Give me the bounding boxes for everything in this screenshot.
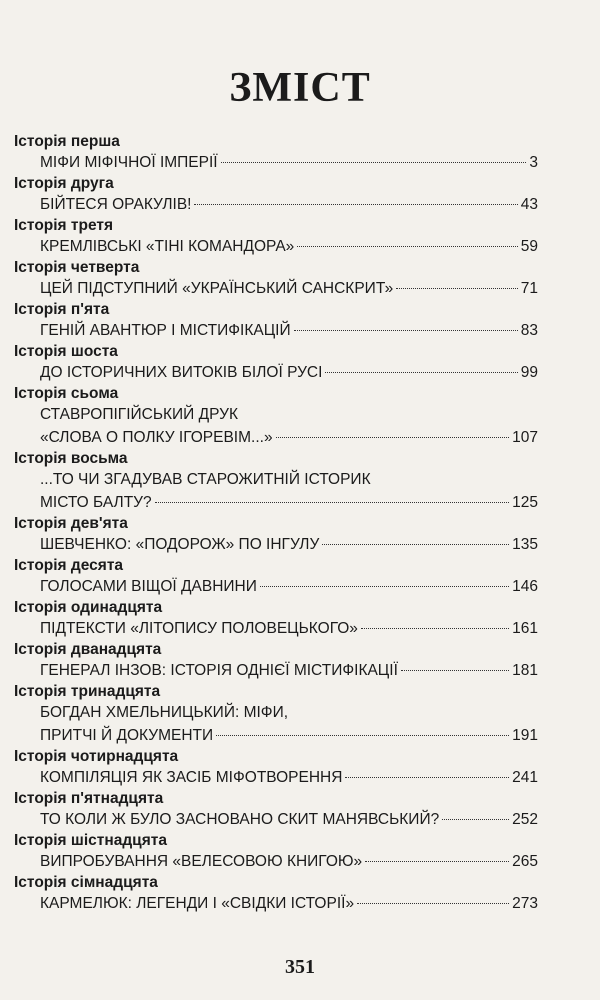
chapter-page-number: 161 bbox=[512, 620, 538, 637]
chapter-title-line bbox=[14, 426, 538, 449]
toc-entry bbox=[14, 300, 538, 342]
chapter-title-text: ГОЛОСАМИ ВІЩОЇ ДАВНИНИ bbox=[40, 578, 257, 595]
chapter-heading: Історія десята bbox=[14, 557, 124, 574]
chapter-page-number: 3 bbox=[529, 154, 538, 171]
chapter-title-line bbox=[14, 701, 538, 724]
chapter-title-text: КАРМЕЛЮК: ЛЕГЕНДИ І «СВІДКИ ІСТОРІЇ» bbox=[40, 895, 355, 912]
chapter-title-line bbox=[14, 617, 538, 640]
dot-leader bbox=[216, 735, 509, 736]
chapter-title-text: ГЕНІЙ АВАНТЮР І МІСТИФІКАЦІЙ bbox=[40, 322, 291, 339]
chapter-title-text: ВИПРОБУВАННЯ «ВЕЛЕСОВОЮ КНИГОЮ» bbox=[40, 853, 363, 870]
chapter-page-number: 125 bbox=[512, 494, 538, 511]
toc-entry bbox=[14, 873, 538, 915]
toc-entry bbox=[14, 258, 538, 300]
chapter-page-number: 107 bbox=[512, 429, 538, 446]
dot-leader bbox=[260, 586, 509, 587]
toc-entry bbox=[14, 449, 538, 514]
chapter-title-line bbox=[14, 575, 538, 598]
chapter-page-number: 43 bbox=[520, 196, 538, 213]
dot-leader bbox=[297, 246, 517, 247]
dot-leader bbox=[322, 544, 509, 545]
chapter-title-text: МІСТО БАЛТУ? bbox=[40, 494, 152, 511]
chapter-heading: Історія п'ята bbox=[14, 301, 110, 318]
chapter-title-line bbox=[14, 724, 538, 747]
chapter-title-text: ТО КОЛИ Ж БУЛО ЗАСНОВАНО СКИТ МАНЯВСЬКИЙ? bbox=[40, 811, 440, 828]
chapter-title-line bbox=[14, 403, 538, 426]
toc-entry bbox=[14, 174, 538, 216]
dot-leader bbox=[155, 502, 509, 503]
chapter-page-number: 265 bbox=[512, 853, 538, 870]
chapter-title-line bbox=[14, 235, 538, 258]
chapter-heading: Історія тринадцята bbox=[14, 683, 161, 700]
dot-leader bbox=[345, 777, 509, 778]
chapter-heading: Історія третя bbox=[14, 217, 114, 234]
chapter-heading: Історія дев'ята bbox=[14, 515, 128, 532]
dot-leader bbox=[361, 628, 509, 629]
chapter-title-text: МІФИ МІФІЧНОЇ ІМПЕРІЇ bbox=[40, 154, 218, 171]
toc-entry bbox=[14, 640, 538, 682]
chapter-heading: Історія шоста bbox=[14, 343, 118, 360]
chapter-title-line bbox=[14, 151, 538, 174]
chapter-title-line bbox=[14, 468, 538, 491]
chapter-title-line bbox=[14, 892, 538, 915]
chapter-title-text: КОМПІЛЯЦІЯ ЯК ЗАСІБ МІФОТВОРЕННЯ bbox=[40, 769, 343, 786]
chapter-title-line bbox=[14, 193, 538, 216]
toc-entry bbox=[14, 789, 538, 831]
toc-entry bbox=[14, 556, 538, 598]
chapter-page-number: 252 bbox=[512, 811, 538, 828]
toc-entry bbox=[14, 342, 538, 384]
dot-leader bbox=[276, 437, 510, 438]
toc-entry bbox=[14, 216, 538, 258]
chapter-page-number: 135 bbox=[512, 536, 538, 553]
chapter-page-number: 191 bbox=[512, 727, 538, 744]
chapter-heading: Історія четверта bbox=[14, 259, 140, 276]
toc-entry bbox=[14, 682, 538, 747]
dot-leader bbox=[194, 204, 517, 205]
chapter-page-number: 273 bbox=[512, 895, 538, 912]
dot-leader bbox=[396, 288, 518, 289]
chapter-page-number: 71 bbox=[520, 280, 538, 297]
chapter-heading: Історія сьома bbox=[14, 385, 119, 402]
chapter-title-text: СТАВРОПІГІЙСЬКИЙ ДРУК bbox=[40, 406, 239, 423]
chapter-page-number: 59 bbox=[520, 238, 538, 255]
chapter-title-text: ПІДТЕКСТИ «ЛІТОПИСУ ПОЛОВЕЦЬКОГО» bbox=[40, 620, 358, 637]
chapter-heading: Історія чотирнадцята bbox=[14, 748, 179, 765]
chapter-title-line bbox=[14, 361, 538, 384]
chapter-page-number: 181 bbox=[512, 662, 538, 679]
chapter-title-line bbox=[14, 491, 538, 514]
chapter-heading: Історія дванадцята bbox=[14, 641, 162, 658]
chapter-title-line bbox=[14, 850, 538, 873]
chapter-title-line bbox=[14, 808, 538, 831]
chapter-heading: Історія сімнадцята bbox=[14, 874, 158, 891]
toc-entry bbox=[14, 384, 538, 449]
chapter-title-text: КРЕМЛІВСЬКІ «ТІНІ КОМАНДОРА» bbox=[40, 238, 295, 255]
chapter-title-text: ПРИТЧІ Й ДОКУМЕНТИ bbox=[40, 727, 214, 744]
page-title: ЗМІСТ bbox=[229, 65, 371, 111]
toc-entry bbox=[14, 831, 538, 873]
chapter-title-line bbox=[14, 766, 538, 789]
chapter-title-text: БІЙТЕСЯ ОРАКУЛІВ! bbox=[40, 196, 192, 213]
chapter-heading: Історія перша bbox=[14, 133, 120, 150]
dot-leader bbox=[442, 819, 509, 820]
chapter-title-text: ДО ІСТОРИЧНИХ ВИТОКІВ БІЛОЇ РУСІ bbox=[40, 364, 323, 381]
chapter-heading: Історія п'ятнадцята bbox=[14, 790, 164, 807]
chapter-title-text: ...ТО ЧИ ЗГАДУВАВ СТАРОЖИТНІЙ ІСТОРИК bbox=[40, 471, 371, 488]
dot-leader bbox=[221, 162, 527, 163]
dot-leader bbox=[365, 861, 509, 862]
chapter-title-line bbox=[14, 277, 538, 300]
table-of-contents bbox=[14, 132, 538, 915]
chapter-title-text: ГЕНЕРАЛ ІНЗОВ: ІСТОРІЯ ОДНІЄЇ МІСТИФІКАЦІЇ bbox=[40, 662, 398, 679]
chapter-heading: Історія шістнадцята bbox=[14, 832, 167, 849]
toc-entry bbox=[14, 132, 538, 174]
chapter-page-number: 99 bbox=[520, 364, 538, 381]
dot-leader bbox=[294, 330, 518, 331]
chapter-title-line bbox=[14, 533, 538, 556]
chapter-heading: Історія друга bbox=[14, 175, 114, 192]
toc-entry bbox=[14, 598, 538, 640]
dot-leader bbox=[325, 372, 517, 373]
toc-entry bbox=[14, 514, 538, 556]
chapter-title-line bbox=[14, 659, 538, 682]
chapter-heading: Історія восьма bbox=[14, 450, 128, 467]
chapter-page-number: 146 bbox=[512, 578, 538, 595]
page-number: 351 bbox=[285, 956, 315, 978]
chapter-title-text: «СЛОВА О ПОЛКУ ІГОРЕВІМ...» bbox=[40, 429, 273, 446]
chapter-heading: Історія одинадцята bbox=[14, 599, 163, 616]
chapter-page-number: 83 bbox=[520, 322, 538, 339]
chapter-title-text: ШЕВЧЕНКО: «ПОДОРОЖ» ПО ІНГУЛУ bbox=[40, 536, 320, 553]
chapter-title-text: БОГДАН ХМЕЛЬНИЦЬКИЙ: МІФИ, bbox=[40, 704, 289, 721]
chapter-page-number: 241 bbox=[512, 769, 538, 786]
chapter-title-line bbox=[14, 319, 538, 342]
dot-leader bbox=[357, 903, 509, 904]
toc-entry bbox=[14, 747, 538, 789]
chapter-title-text: ЦЕЙ ПІДСТУПНИЙ «УКРАЇНСЬКИЙ САНСКРИТ» bbox=[40, 280, 394, 297]
dot-leader bbox=[401, 670, 509, 671]
